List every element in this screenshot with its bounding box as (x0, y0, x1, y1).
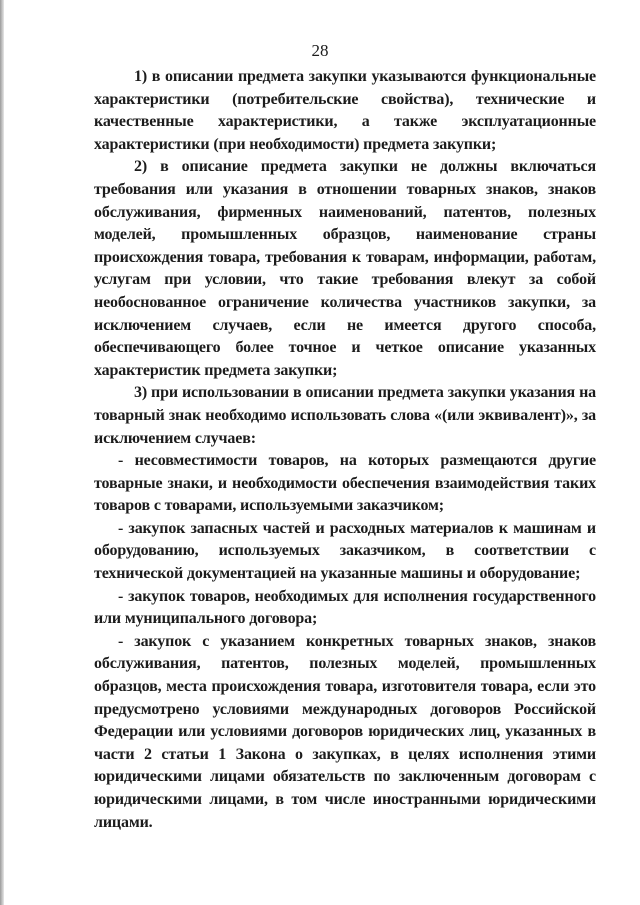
exception-item-spare-parts: - закупок запасных частей и расходных материалов к машинам и оборудованию, используемых заказчиком, в соответствии с технической документацией на указанные машины и оборудование; (94, 519, 596, 583)
paragraph-item-3: 3) при использовании в описании предмета закупки указания на товарный знак необходимо использовать слова «(или эквивалент)», за исключением случаев: (94, 384, 596, 447)
scan-edge (0, 0, 4, 905)
paragraph-item-1: 1) в описании предмета закупки указываются функциональные характеристики (потребительские свойства), технические и качественные характеристики, а также эксплуатационные характеристики (при необходимости) предмета закупки; (94, 68, 596, 153)
paragraph-item-2: 2) в описание предмета закупки не должны включаться требования или указания в отношении товарных знаков, знаков обслуживания, фирменных наименований, патентов, полезных моделей, промышленных образцов, наименование страны происхождения товара, требования к товарам, информации, работам, услугам при условии, что такие требования влекут за собой необоснованное ограничение количества участников закупки, за исключением случаев, если не имеется другого способа, обеспечивающего более точное и четкое описание указанных характеристик предмета закупки; (94, 158, 596, 379)
exception-item-international: - закупок с указанием конкретных товарных знаков, знаков обслуживания, патентов, полезных моделей, промышленных образцов, места происхождения товара, изготовителя товара, если это предусмотрено условиями международных договоров Российской Федерации или условиями договоров юридических лиц, указанных в части 2 статьи 1 Закона о закупках, в целях исполнения этими юридическими лицами обязательств по заключенным договорам с юридическими лицами, в том числе иностранными юридическими лицами. (94, 632, 596, 831)
document-body (94, 66, 596, 834)
exception-item-state-contract: - закупок товаров, необходимых для исполнения государственного или муниципального договора; (94, 587, 596, 628)
exception-item-incompatibility: - несовместимости товаров, на которых размещаются другие товарные знаки, и необходимости обеспечения взаимодействия таких товаров с товарами, используемыми заказчиком; (94, 452, 596, 515)
page-number: 28 (311, 41, 329, 60)
